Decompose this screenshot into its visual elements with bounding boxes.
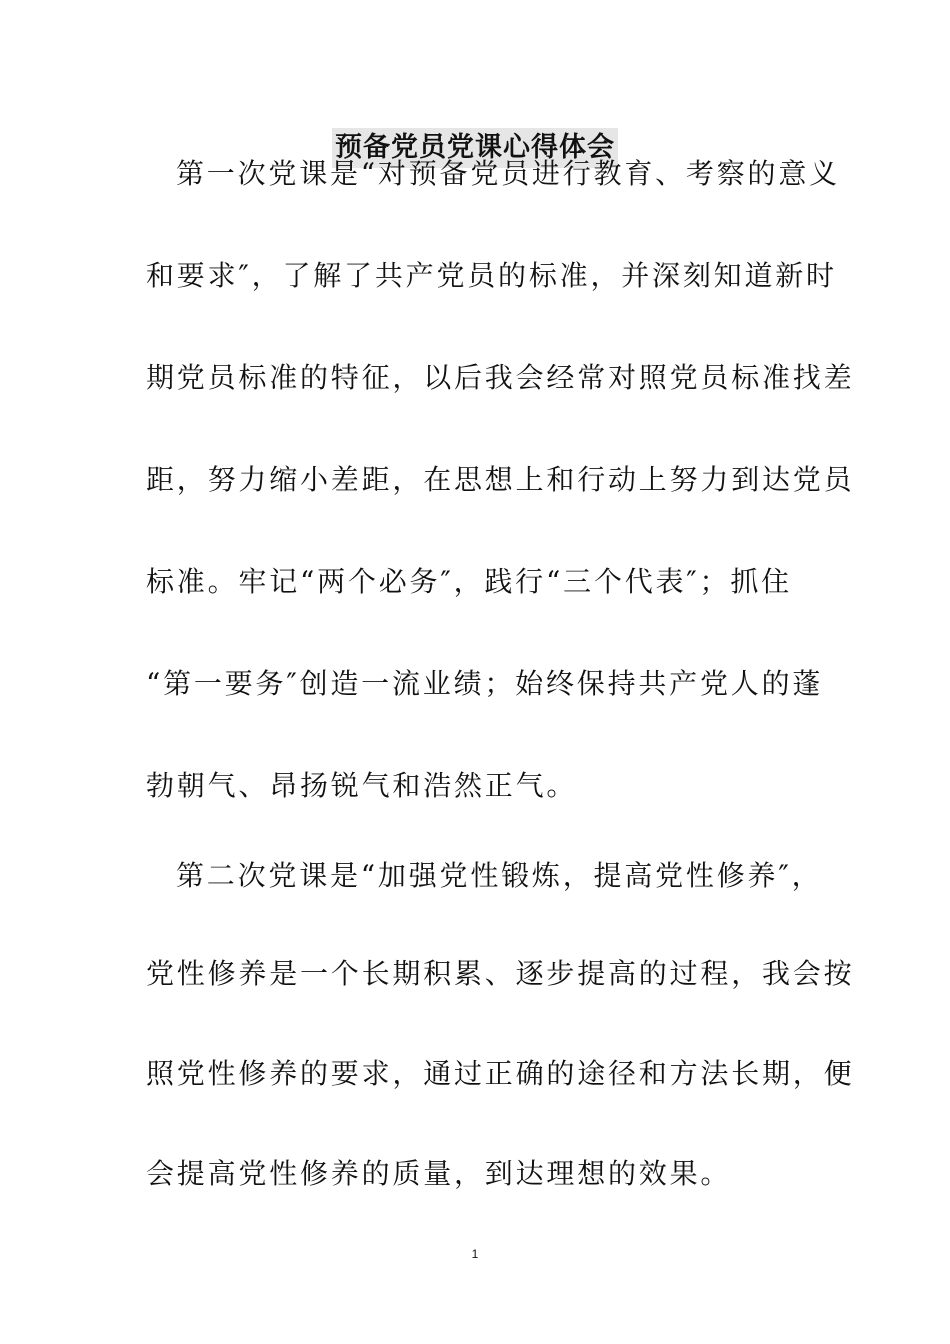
paragraph-1-line-4: 距，努力缩小差距，在思想上和行动上努力到达党员 xyxy=(146,463,855,496)
paragraph-2-line-3: 照党性修养的要求，通过正确的途径和方法长期，便 xyxy=(146,1057,855,1090)
paragraph-1-line-7: 勃朝气、昂扬锐气和浩然正气。 xyxy=(146,769,578,802)
paragraph-2-line-1: 第二次党课是“加强党性锻炼，提高党性修养″， xyxy=(176,859,823,892)
paragraph-1-line-5: 标准。牢记“两个必务″，践行“三个代表″；抓住 xyxy=(146,565,792,598)
document-title: 预备党员党课心得体会 xyxy=(332,128,618,168)
paragraph-2-line-4: 会提高党性修养的质量，到达理想的效果。 xyxy=(146,1157,732,1190)
page-number: 1 xyxy=(471,1247,479,1261)
paragraph-1-line-6: “第一要务″创造一流业绩；始终保持共产党人的蓬 xyxy=(146,667,824,700)
paragraph-1-line-1: 第一次党课是“对预备党员进行教育、考察的意义 xyxy=(176,157,840,190)
paragraph-1-line-2: 和要求″，了解了共产党员的标准，并深刻知道新时 xyxy=(146,259,837,292)
paragraph-1-line-3: 期党员标准的特征，以后我会经常对照党员标准找差 xyxy=(146,361,855,394)
paragraph-2-line-2: 党性修养是一个长期积累、逐步提高的过程，我会按 xyxy=(146,957,855,990)
